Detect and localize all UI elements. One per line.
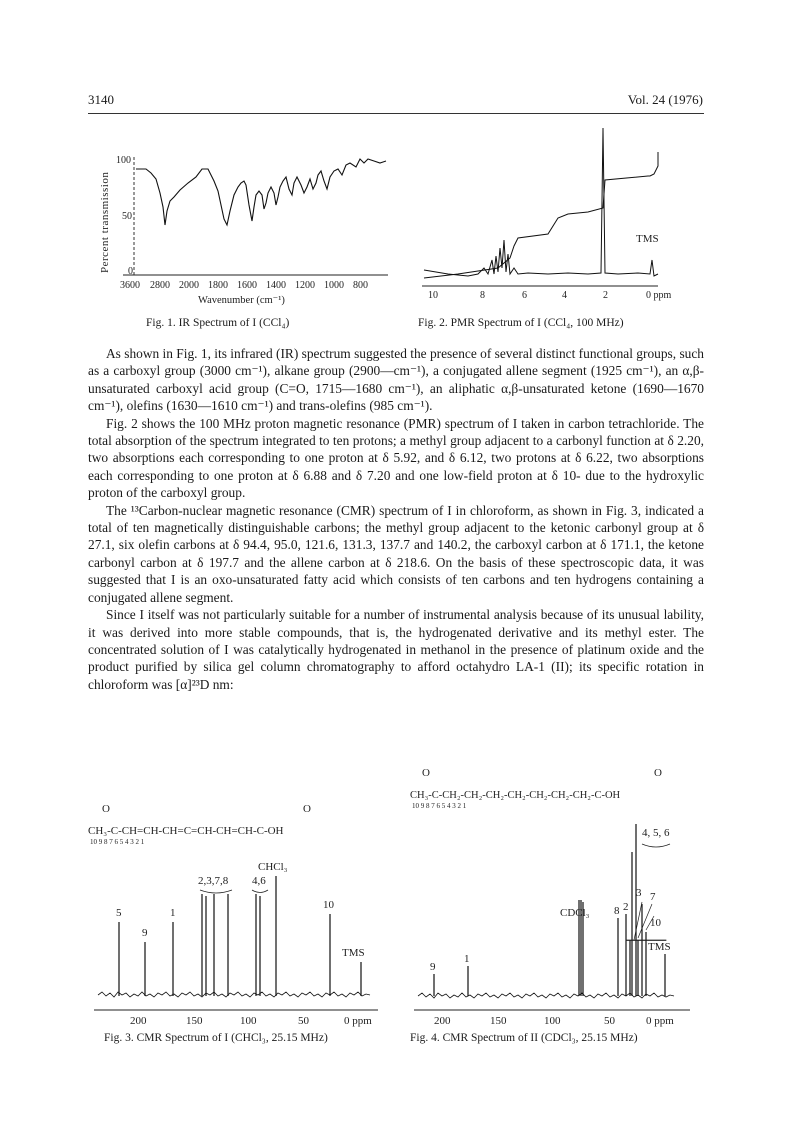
fig3-label-1: 1 <box>170 907 176 919</box>
fig4-xtick-200: 200 <box>434 1015 451 1027</box>
fig3-baseline-noise <box>98 992 370 997</box>
fig3-xtick-50: 50 <box>298 1015 309 1027</box>
fig2-caption: Fig. 2. PMR Spectrum of I (CCl₄, 100 MHz) <box>418 317 624 329</box>
ir-xtick-2800: 2800 <box>150 280 170 291</box>
fig4-numbering: 10 9 8 7 6 5 4 3 2 1 <box>412 802 467 810</box>
ir-xtick-1200: 1200 <box>295 280 315 291</box>
fig4-xtick-50: 50 <box>604 1015 615 1027</box>
paragraph-3: The ¹³Carbon-nuclear magnetic resonance (CMR) spectrum of I in chloroform, as shown in Fig. 3, indicated a total of ten magnetically distinguishable carbons; the methyl group adjacent to the ketonic carbonyl group at δ 27.1, six olefin carbons at δ 94.4, 95.0, 121.6, 131.3, 137.7 and 140.2, the carboxyl carbon at δ 171.1, the ketone carbonyl carbon at δ 197.7 and the allene carbon at δ 218.6. On the basis of these spectroscopic data, it was suggested that I is an oxo-unsaturated fatty acid which consists of ten carbons and ten hydrogens containing a conjugated allene segment. <box>88 502 704 605</box>
fig3-chcl3-label: CHCl₃ <box>258 861 288 873</box>
fig3-label-2378: 2,3,7,8 <box>198 875 229 887</box>
fig3-xtick-150: 150 <box>186 1015 203 1027</box>
fig4-label-10: 10 <box>650 917 661 929</box>
ir-xtick-1400: 1400 <box>266 280 286 291</box>
ir-spectrum-figure <box>88 145 408 310</box>
pmr-xtick-10: 10 <box>428 290 438 301</box>
fig3-label-46: 4,6 <box>252 875 266 887</box>
fig3-caption: Fig. 3. CMR Spectrum of I (CHCl₃, 25.15 MHz) <box>104 1032 328 1044</box>
fig3-oxygen-right: O <box>303 803 311 815</box>
pmr-xtick-8: 8 <box>480 290 485 301</box>
cmr-spectrum-figure-4 <box>410 764 710 1030</box>
ir-xtick-800: 800 <box>353 280 368 291</box>
ir-ytick-100: 100 <box>116 155 131 166</box>
fig3-label-9: 9 <box>142 927 148 939</box>
pmr-xtick-2: 2 <box>603 290 608 301</box>
fig3-xtick-0ppm: 0 ppm <box>344 1015 372 1027</box>
pmr-integral-trace <box>424 152 658 278</box>
body-text <box>88 345 704 693</box>
paragraph-1: As shown in Fig. 1, its infrared (IR) spectrum suggested the presence of several distinct functional groups, such as a carboxyl group (3000 cm⁻¹), alkane group (2900—cm⁻¹), a conjugated allene segment (1925 cm⁻¹), an α,β-unsaturated carboxyl acid group (C=O, 1715—1680 cm⁻¹), an aliphatic α,β-unsaturated ketone (1690—1670 cm⁻¹), olefins (1630—1610 cm⁻¹) and trans-olefins (985 cm⁻¹). <box>88 346 704 414</box>
pmr-xtick-6: 6 <box>522 290 527 301</box>
fig4-oxygen-right: O <box>654 767 662 779</box>
fig4-label-456: 4, 5, 6 <box>642 827 670 839</box>
fig4-label-9: 9 <box>430 961 436 973</box>
fig3-xtick-200: 200 <box>130 1015 147 1027</box>
header-rule <box>88 113 704 114</box>
pmr-tms-label: TMS <box>636 233 659 245</box>
paragraph-2: Fig. 2 shows the 100 MHz proton magnetic resonance (PMR) spectrum of I taken in carbon tetrachloride. The total absorption of the spectrum integrated to ten protons; a methyl group adjacent to a carbonyl function at δ 2.20, two absorptions each corresponding to one proton at δ 5.92, and δ 6.12, two protons at δ 6.22, two absorptions each corresponding to one proton at δ 6.88 and δ 7.20 and one low-field proton at δ 10- due to the hydroxylic proton of the carboxyl group. <box>88 415 704 501</box>
pmr-xtick-4: 4 <box>562 290 567 301</box>
paragraph-4: Since I itself was not particularly suitable for a number of instrumental analysis because of its unusual lability, it was derived into more stable compounds, that is, the hydrogenated derivative and its methyl ester. The concentrated solution of I was catalytically hydrogenated in methanol in the presence of platinum oxide and the product purified by silica gel column chromatography to afford octahydro LA-1 (II); its specific rotation in chloroform was [α]²³D nm: <box>88 607 704 692</box>
fig4-structure: CH₃-C-CH₂-CH₂-CH₂-CH₂-CH₂-CH₂-CH₂-C-OH <box>410 790 621 801</box>
fig4-xtick-150: 150 <box>490 1015 507 1027</box>
fig4-caption: Fig. 4. CMR Spectrum of II (CDCl₃, 25.15 MHz) <box>410 1032 638 1044</box>
ir-xtick-1800: 1800 <box>208 280 228 291</box>
fig4-label-3: 3 <box>636 887 642 899</box>
fig3-xtick-100: 100 <box>240 1015 257 1027</box>
fig4-label-7: 7 <box>650 891 656 903</box>
ir-xtick-1600: 1600 <box>237 280 257 291</box>
fig3-structure: CH₃-C-CH=CH-CH=C=CH-CH=CH-C-OH <box>88 825 284 837</box>
ir-trace <box>136 159 386 225</box>
fig4-tms-label: TMS <box>648 941 671 953</box>
fig3-label-10: 10 <box>323 899 334 911</box>
fig3-numbering: 10 9 8 7 6 5 4 3 2 1 <box>90 838 145 846</box>
ir-x-axis-label: Wavenumber (cm⁻¹) <box>198 295 285 306</box>
fig4-cdcl3-label: CDCl₃ <box>560 907 590 919</box>
fig4-xtick-100: 100 <box>544 1015 561 1027</box>
ir-xtick-2000: 2000 <box>179 280 199 291</box>
journal-volume: Vol. 24 (1976) <box>627 92 703 107</box>
fig4-label-8: 8 <box>614 905 620 917</box>
pmr-spectrum-trace <box>424 128 658 276</box>
ir-ytick-50: 50 <box>122 211 132 222</box>
fig4-label-2: 2 <box>623 901 629 913</box>
fig1-caption: Fig. 1. IR Spectrum of I (CCl₄) <box>146 317 290 329</box>
pmr-xtick-0ppm: 0 ppm <box>646 290 672 301</box>
fig3-oxygen-left: O <box>102 803 110 815</box>
fig3-tms-label: TMS <box>342 947 365 959</box>
pmr-spectrum-figure <box>418 128 708 310</box>
ir-ytick-0: 0 <box>128 266 133 277</box>
ir-y-axis-label: Percent transmission <box>99 171 111 273</box>
fig3-label-5: 5 <box>116 907 122 919</box>
ir-xtick-3600: 3600 <box>120 280 140 291</box>
fig4-label-1: 1 <box>464 953 470 965</box>
fig4-oxygen-left: O <box>422 767 430 779</box>
cmr-spectrum-figure-3 <box>88 798 393 1030</box>
ir-xtick-1000: 1000 <box>324 280 344 291</box>
fig4-xtick-0ppm: 0 ppm <box>646 1015 674 1027</box>
page-number: 3140 <box>88 92 114 107</box>
